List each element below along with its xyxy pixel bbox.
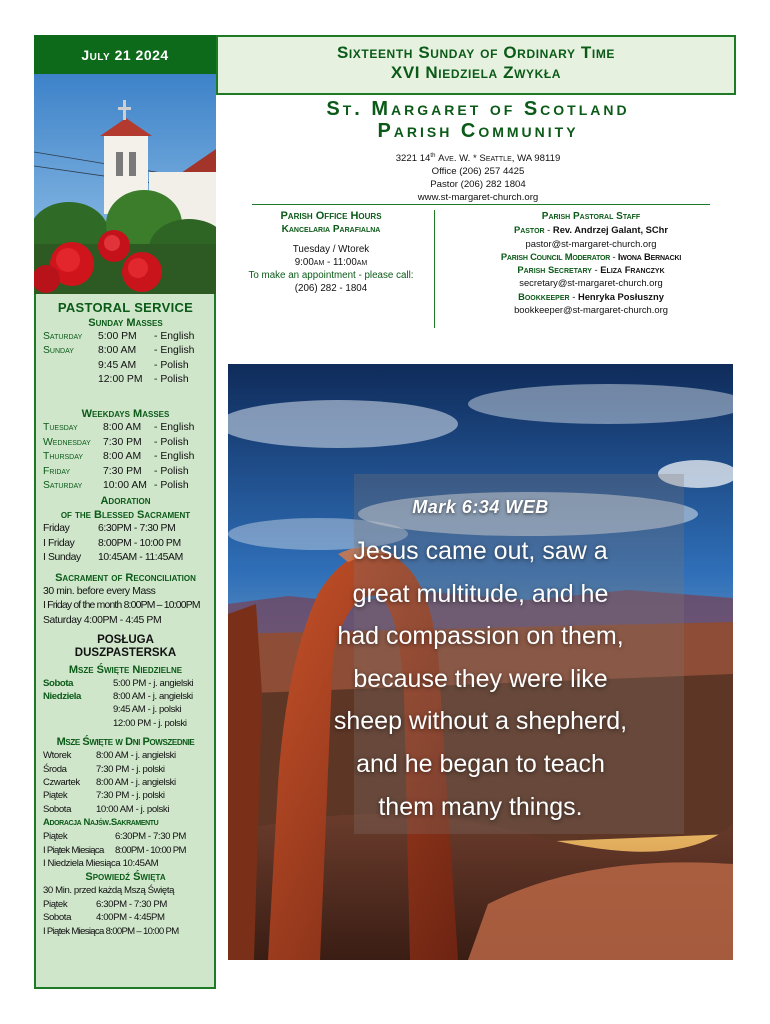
list-item: Sobota 10:00 AM - j. polski (43, 803, 170, 815)
quote-line: Jesus came out, saw a (353, 537, 608, 565)
list-item: Sobota 5:00 PM - j. angielski (43, 677, 194, 689)
adoration-subheading: of the Blessed Sacrament (60, 508, 191, 521)
office-hours-title: Parish Office Hours (280, 210, 382, 222)
parish-name (228, 98, 728, 142)
list-item: Piątek 6:30PM - 7:30 PM (43, 831, 186, 843)
weekday-masses-heading: Weekdays Masses (81, 407, 170, 420)
list-item: 9:45 AM - j. polski (113, 704, 182, 716)
church-photo (34, 74, 216, 294)
liturgical-header (216, 35, 736, 95)
list-item: Czwartek 8:00 AM - j. angielski (43, 776, 176, 788)
polish-sunday-list (43, 677, 208, 731)
office-days: Tuesday / Wtorek (292, 244, 370, 255)
list-item: I Piątek Miesiąca 8:00PM - 10:00 PM (43, 844, 186, 856)
polish-weekday-heading: Msze Święte w Dni Powszednie (56, 736, 195, 749)
quote-line: and he began to teach (356, 749, 605, 778)
polish-adoration-heading: Adoracja Najśw.Sakramentu (43, 817, 159, 829)
list-item: Piątek 6:30PM - 7:30 PM (43, 898, 167, 910)
list-item: I Piątek Miesiąca 8:00PM – 10:00 PM (43, 925, 179, 937)
appointment-phone: (206) 282 - 1804 (294, 283, 368, 294)
list-item: 30 min. before every Mass (43, 585, 156, 597)
liturgical-day-polish: XVI Niedziela Zwykła (390, 63, 562, 82)
pastor-email[interactable]: pastor@st-margaret-church.org (525, 237, 657, 249)
polish-sunday-heading: Msze Święte Niedzielne (68, 663, 183, 676)
office-hours-block (244, 210, 418, 295)
scripture-image (228, 364, 733, 960)
list-item: I Friday of the month 8:00PM – 10:00PM (43, 600, 200, 612)
divider (252, 204, 710, 205)
adoration-heading: Adoration (100, 494, 151, 507)
quote-line: great multitude, and he (352, 579, 609, 608)
weekday-masses-list (43, 421, 208, 494)
staff-pastor: Pastor - Rev. Andrzej Galant, SChr (513, 224, 669, 236)
reconciliation-heading: Sacrament of Reconciliation (55, 571, 196, 584)
liturgical-day-english: Sixteenth Sunday of Ordinary Time (336, 43, 616, 62)
list-item: 9:45 AM - Polish (98, 359, 189, 371)
website-link[interactable]: www.st-margaret-church.org (417, 191, 539, 203)
office-phone: Office (206) 257 4425 (431, 165, 525, 177)
list-item: Piątek 7:30 PM - j. polski (43, 790, 165, 802)
parish-contact (228, 150, 728, 204)
list-item: Sunday 8:00 AM - English (43, 345, 195, 357)
list-item: I Friday 8:00PM - 10:00 PM (43, 537, 181, 549)
divider (434, 210, 435, 328)
staff-council-moderator: Parish Council Moderator - Iwona Bernacki (500, 250, 682, 262)
list-item: Thursday 8:00 AM - English (43, 451, 195, 463)
parish-name-line2: Parish Community (377, 120, 579, 142)
staff-secretary: Parish Secretary - Eliza Franczyk (517, 264, 665, 276)
bulletin-date: July 21 2024 (34, 35, 216, 74)
polish-confession-list (43, 884, 208, 938)
list-item: Wednesday 7:30 PM - Polish (43, 436, 189, 448)
polish-title-line1: POSŁUGA (97, 633, 154, 646)
office-hours-time: 9:00am - 11:00am (294, 257, 368, 268)
secretary-email[interactable]: secretary@st-margaret-church.org (519, 277, 663, 289)
list-item: 30 Min. przed każdą Mszą Świętą (43, 885, 175, 897)
list-item: Sobota 4:00PM - 4:45PM (43, 912, 165, 924)
quote-line: because they were like (353, 664, 608, 693)
polish-confession-heading: Spowiedź Święta (85, 871, 166, 884)
list-item: I Sunday 10:45AM - 11:45AM (43, 552, 183, 564)
list-item: I Niedziela Miesiąca 10:45AM (43, 857, 159, 869)
sunday-masses-list (43, 330, 208, 388)
pastoral-service-panel (34, 294, 216, 989)
adoration-list (43, 522, 208, 566)
list-item: Friday 6:30PM - 7:30 PM (43, 522, 176, 534)
scripture-quote (228, 530, 733, 828)
list-item: Tuesday 8:00 AM - English (43, 421, 195, 433)
pastor-phone: Pastor (206) 282 1804 (430, 178, 526, 190)
staff-title: Parish Pastoral Staff (541, 211, 641, 222)
quote-line: them many things. (378, 792, 583, 821)
pastoral-service-title: PASTORAL SERVICE (57, 300, 194, 315)
list-item: Wtorek 8:00 AM - j. angielski (43, 750, 176, 762)
polish-adoration-list (43, 830, 208, 870)
reconciliation-list (43, 585, 208, 629)
scripture-reference: Mark 6:34 WEB (412, 497, 549, 517)
polish-title-line2: DUSZPASTERSKA (74, 646, 177, 659)
bookkeeper-email[interactable]: bookkeeper@st-margaret-church.org (514, 304, 668, 316)
list-item: 12:00 PM - Polish (98, 374, 189, 386)
list-item: Środa 7:30 PM - j. polski (43, 763, 165, 775)
quote-line: sheep without a shepherd, (333, 707, 628, 736)
parish-name-line1: St. Margaret of Scotland (326, 98, 630, 120)
polish-weekday-list (43, 749, 208, 816)
parish-address: 3221 14th Ave. W. * Seattle, WA 98119 (395, 153, 561, 165)
list-item: 12:00 PM - j. polski (113, 717, 187, 729)
pastoral-staff-block (446, 210, 736, 316)
sunday-masses-heading: Sunday Masses (88, 316, 163, 329)
list-item: Saturday 10:00 AM - Polish (43, 480, 189, 492)
quote-line: had compassion on them, (337, 622, 624, 651)
list-item: Niedziela 8:00 AM - j. angielski (43, 690, 193, 702)
appointment-note: To make an appointment - please call: (248, 270, 414, 281)
office-hours-subtitle: Kancelaria Parafialna (281, 224, 381, 235)
staff-bookkeeper: Bookkeeper - Henryka Posłuszny (518, 290, 664, 302)
list-item: Saturday 4:00PM - 4:45 PM (43, 614, 162, 626)
list-item: Friday 7:30 PM - Polish (43, 465, 189, 477)
list-item: Saturday 5:00 PM - English (43, 330, 195, 342)
